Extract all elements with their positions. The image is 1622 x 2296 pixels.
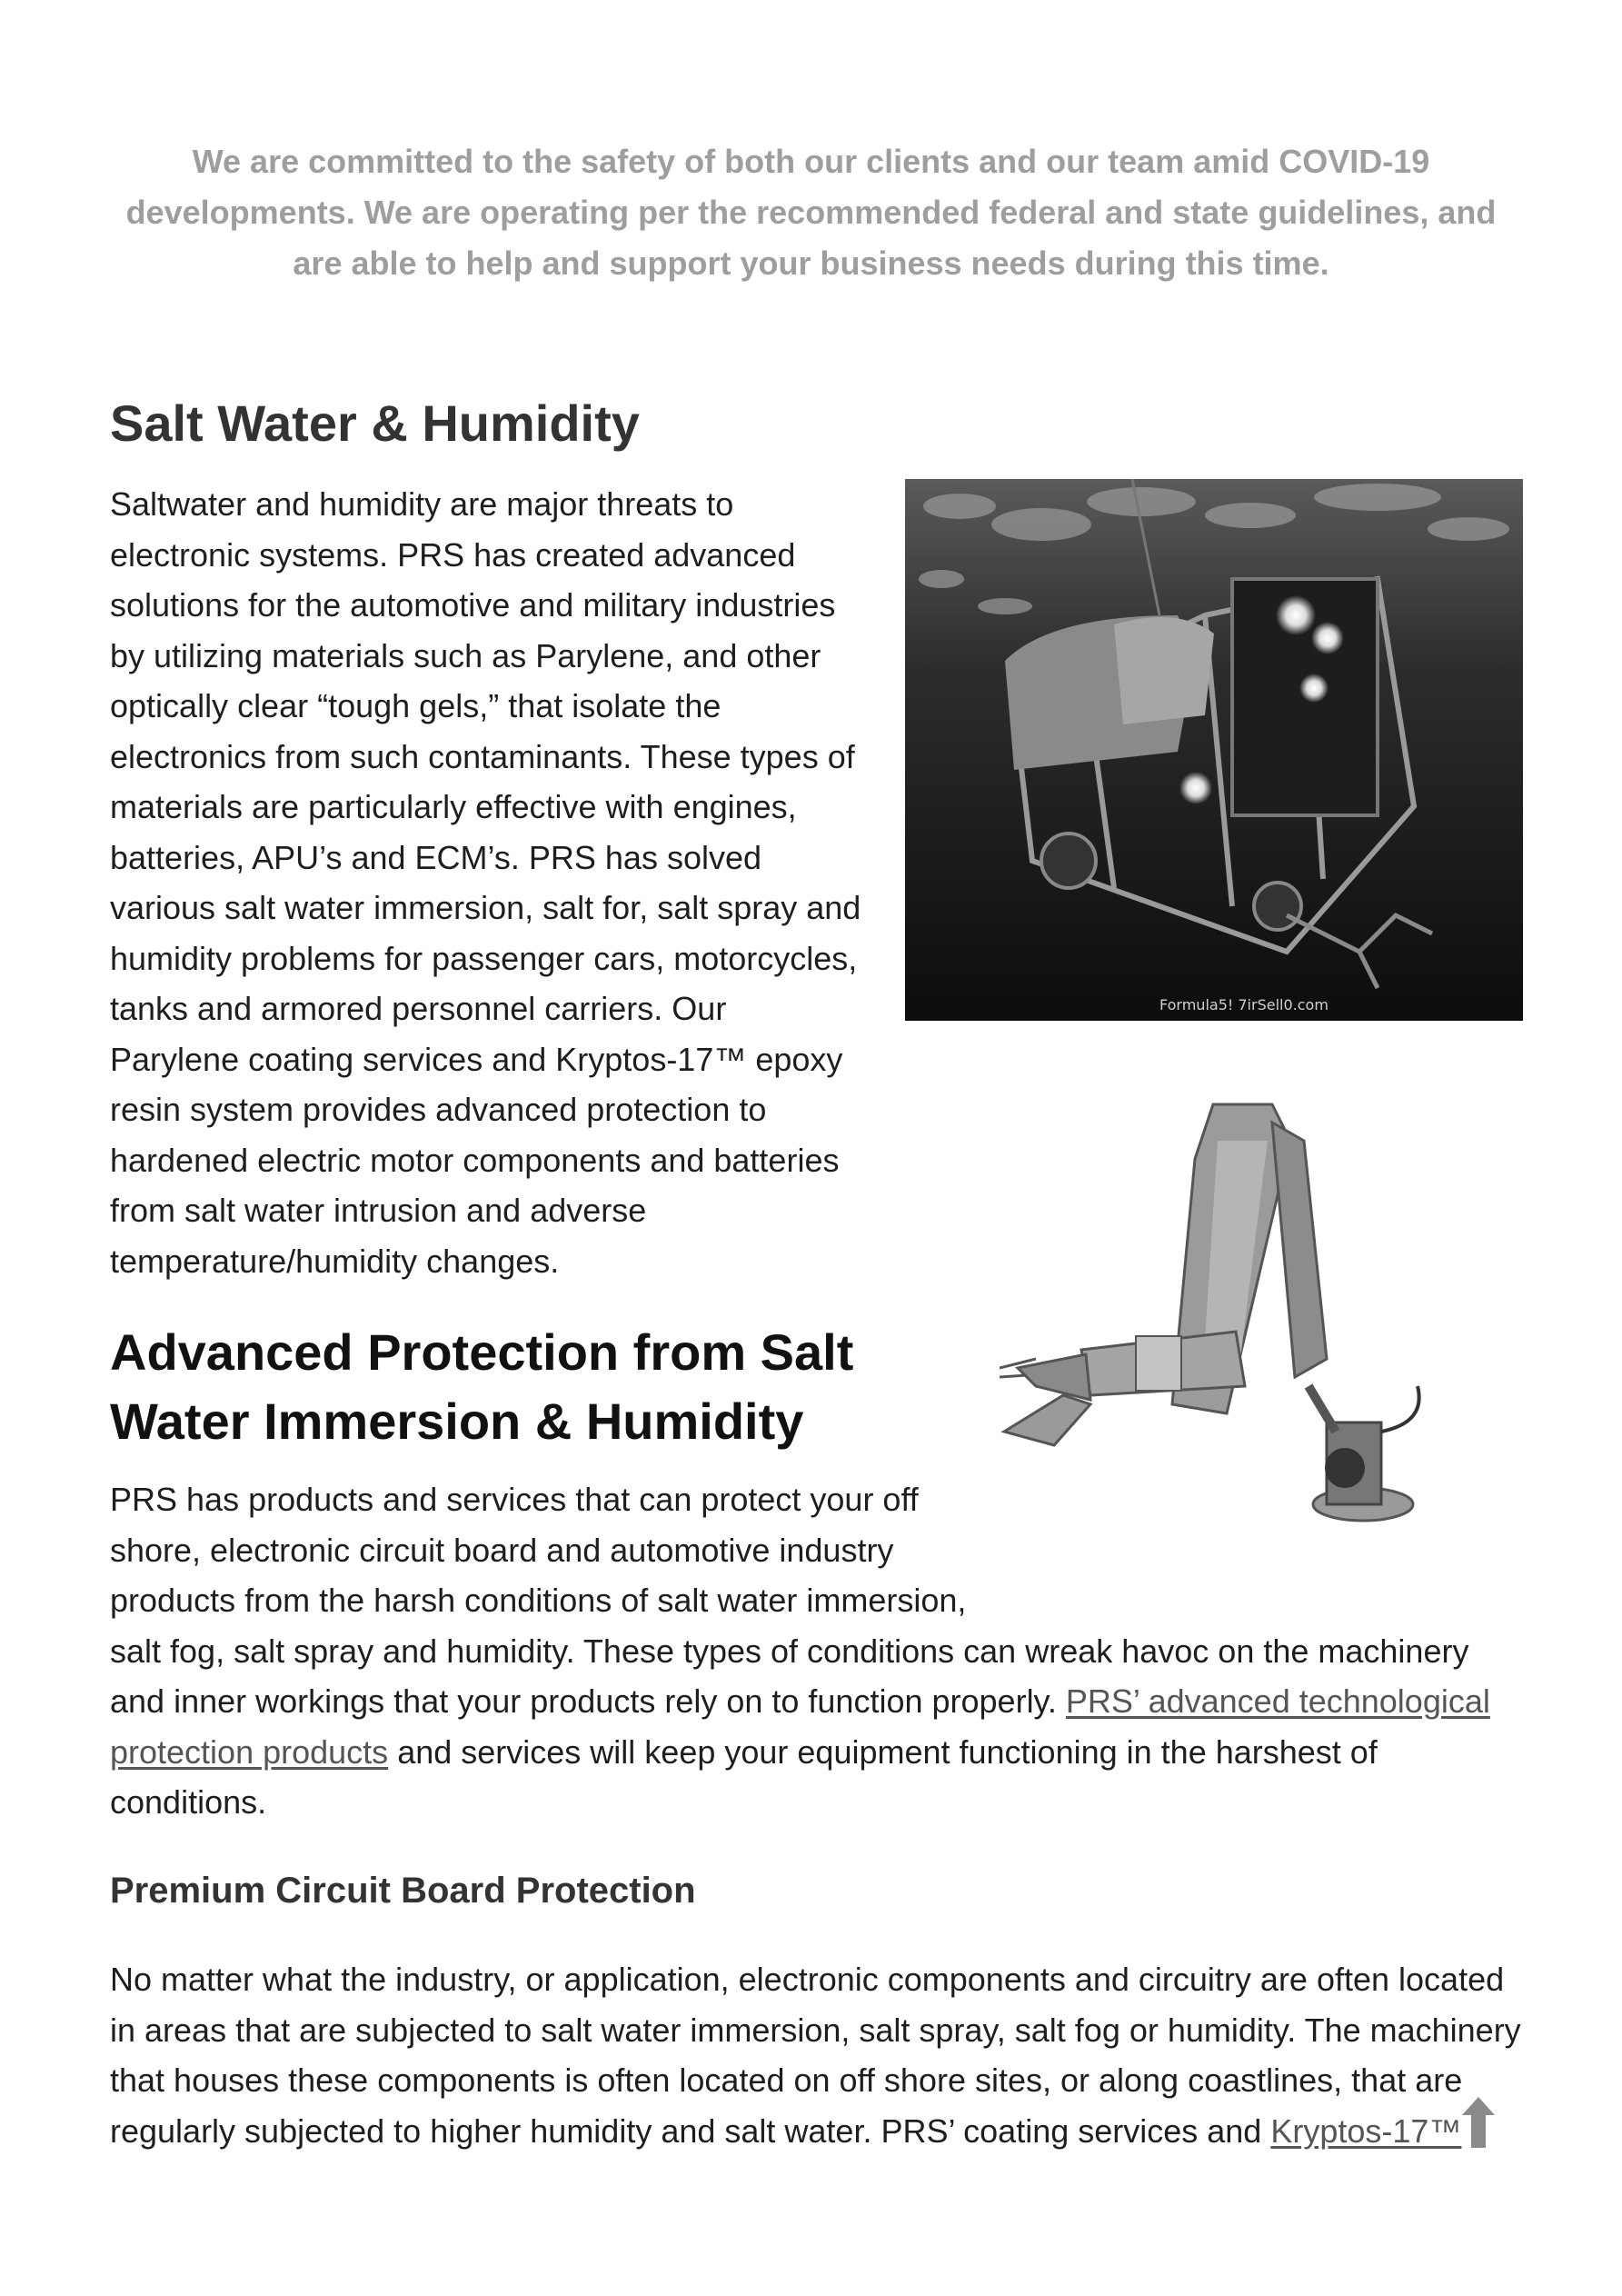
protection-products-link[interactable]: PRS’ advanced technological protection products xyxy=(110,1682,1490,1771)
kryptos-17-link[interactable]: Kryptos-17™ xyxy=(1270,2111,1462,2150)
salt-water-paragraph: Saltwater and humidity are major threats to electronic systems. PRS has created advanced solutions for the automotive and military industries by utilizing materials such as Parylene, and other optically clear “tough gels,” that isolate the electronics from such contaminants. These types of materials are particularly effective with engines, batteries, APU’s and ECM’s. PRS has solved various salt water immersion, salt for, salt spray and humidity problems for passenger cars, motorcycles, tanks and armored personnel carriers. Our Parylene coating services and Kryptos-17™ epoxy resin system provides advanced protection to hardened electric motor components and batteries from salt water intrusion and adverse temperature/humidity changes. xyxy=(110,485,861,1280)
circuit-board-paragraph xyxy=(110,1954,1527,2156)
section-heading-circuit-board: Premium Circuit Board Protection xyxy=(110,1871,696,1911)
advanced-protection-text-before: PRS has products and services that can protect your off shore, electronic circuit board and automotive industry products from the harsh conditions of salt water immersion, salt fog, salt spray and humidity. These types of conditions can wreak havoc on the machinery and inner workings that your products rely on to function properly. xyxy=(110,1481,1469,1720)
covid-notice: We are committed to the safety of both our clients and our team amid COVID-19 developments. We are operating per the recommended federal and state guidelines, and are able to help and support your business needs during this time. xyxy=(125,143,1497,282)
section-heading-advanced-protection: Advanced Protection from Salt Water Immersion & Humidity xyxy=(110,1323,854,1450)
section-heading-salt-water: Salt Water & Humidity xyxy=(110,394,640,452)
advanced-protection-text-after: and services will keep your equipment functioning in the harshest of conditions. xyxy=(110,1732,1378,1821)
submersible-watermark: Formula5! 7irSell0.com xyxy=(1159,996,1328,1013)
image-float-space xyxy=(973,1474,1527,1624)
advanced-protection-paragraph xyxy=(110,1474,1527,1828)
circuit-board-text-before: No matter what the industry, or application, electronic components and circuitry are often located in areas that are subjected to salt water immersion, salt spray, salt fog or humidity. The machinery that houses these components is often located on off shore sites, or along coastlines, that are regularly subjected to higher humidity and salt water. PRS’ coating services and xyxy=(110,1961,1521,2150)
submersible-rov-image xyxy=(905,479,1523,1021)
arrow-up-icon[interactable] xyxy=(1458,2093,1499,2151)
